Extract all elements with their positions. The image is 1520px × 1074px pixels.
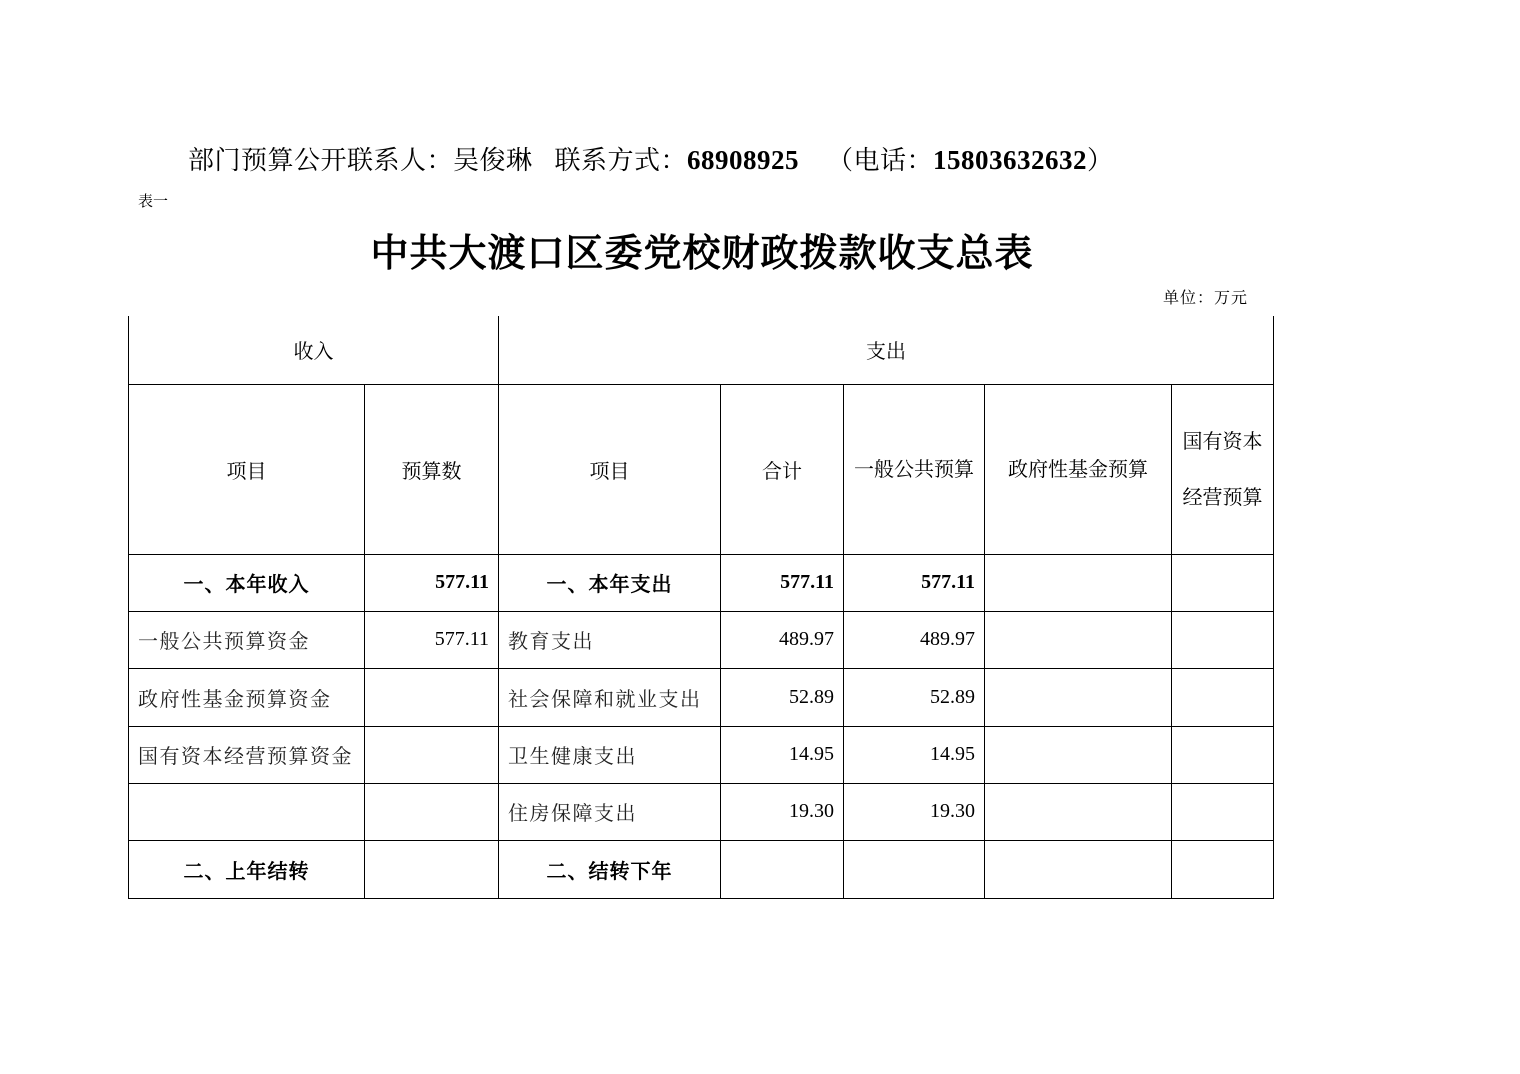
income-budget-cell: 577.11 — [365, 554, 499, 611]
total-cell: 52.89 — [721, 668, 844, 726]
contact-method-number: 68908925 — [687, 145, 800, 175]
expense-item-cell: 二、结转下年 — [499, 840, 721, 898]
expense-item-cell: 社会保障和就业支出 — [499, 668, 721, 726]
income-item-cell: 一、本年收入 — [129, 554, 365, 611]
table-row — [129, 840, 1274, 898]
table-number: 表一 — [138, 192, 169, 210]
general-public-cell: 19.30 — [844, 783, 985, 840]
general-public-cell: 577.11 — [844, 554, 985, 611]
total-cell: 577.11 — [721, 554, 844, 611]
table-row — [129, 554, 1274, 611]
table-row — [129, 611, 1274, 668]
income-item-cell: 政府性基金预算资金 — [129, 668, 365, 726]
income-item-cell: 一般公共预算资金 — [129, 611, 365, 668]
gov-fund-cell — [985, 554, 1172, 611]
general-public-cell: 489.97 — [844, 611, 985, 668]
total-cell: 14.95 — [721, 726, 844, 783]
contact-method-label: 联系方式： — [554, 146, 688, 176]
table-row — [129, 783, 1274, 840]
gov-fund-cell — [985, 611, 1172, 668]
general-public-header: 一般公共预算 — [844, 384, 985, 554]
state-capital-cell — [1172, 840, 1274, 898]
state-capital-cell — [1172, 783, 1274, 840]
general-public-cell: 52.89 — [844, 668, 985, 726]
state-capital-cell — [1172, 668, 1274, 726]
header-row-2 — [129, 384, 1274, 554]
gov-fund-cell — [985, 668, 1172, 726]
state-capital-header: 国有资本经营预算 — [1172, 384, 1274, 554]
income-item-cell: 二、上年结转 — [129, 840, 365, 898]
contact-phone-close: ） — [1087, 146, 1114, 176]
income-item-cell — [129, 783, 365, 840]
general-public-cell — [844, 840, 985, 898]
table-row — [129, 668, 1274, 726]
income-item-header: 项目 — [129, 384, 365, 554]
income-budget-header: 预算数 — [365, 384, 499, 554]
gov-fund-cell — [985, 840, 1172, 898]
table-row — [129, 726, 1274, 783]
expense-item-cell: 一、本年支出 — [499, 554, 721, 611]
gov-fund-cell — [985, 783, 1172, 840]
general-public-cell: 14.95 — [844, 726, 985, 783]
gov-fund-cell — [985, 726, 1172, 783]
expense-item-cell: 卫生健康支出 — [499, 726, 721, 783]
expense-item-header: 项目 — [499, 384, 721, 554]
total-header: 合计 — [721, 384, 844, 554]
total-cell: 19.30 — [721, 783, 844, 840]
total-cell: 489.97 — [721, 611, 844, 668]
contact-person: 部门预算公开联系人：吴俊琳 — [188, 146, 533, 176]
expense-header: 支出 — [499, 316, 1274, 384]
income-budget-cell — [365, 668, 499, 726]
income-item-cell: 国有资本经营预算资金 — [129, 726, 365, 783]
page-title: 中共大渡口区委党校财政拨款收支总表 — [370, 231, 1034, 275]
income-budget-cell: 577.11 — [365, 611, 499, 668]
income-header: 收入 — [129, 316, 499, 384]
state-capital-cell — [1172, 554, 1274, 611]
gov-fund-header: 政府性基金预算 — [985, 384, 1172, 554]
total-cell — [721, 840, 844, 898]
expense-item-cell: 住房保障支出 — [499, 783, 721, 840]
contact-phone-open: （电话： — [827, 146, 934, 176]
unit-label: 单位：万元 — [1163, 288, 1249, 307]
contact-line — [188, 140, 1114, 177]
state-capital-cell — [1172, 726, 1274, 783]
income-budget-cell — [365, 783, 499, 840]
budget-table — [128, 316, 1274, 899]
contact-phone-number: 15803632632 — [933, 145, 1088, 175]
income-budget-cell — [365, 840, 499, 898]
income-budget-cell — [365, 726, 499, 783]
state-capital-cell — [1172, 611, 1274, 668]
header-row-1 — [129, 316, 1274, 384]
expense-item-cell: 教育支出 — [499, 611, 721, 668]
